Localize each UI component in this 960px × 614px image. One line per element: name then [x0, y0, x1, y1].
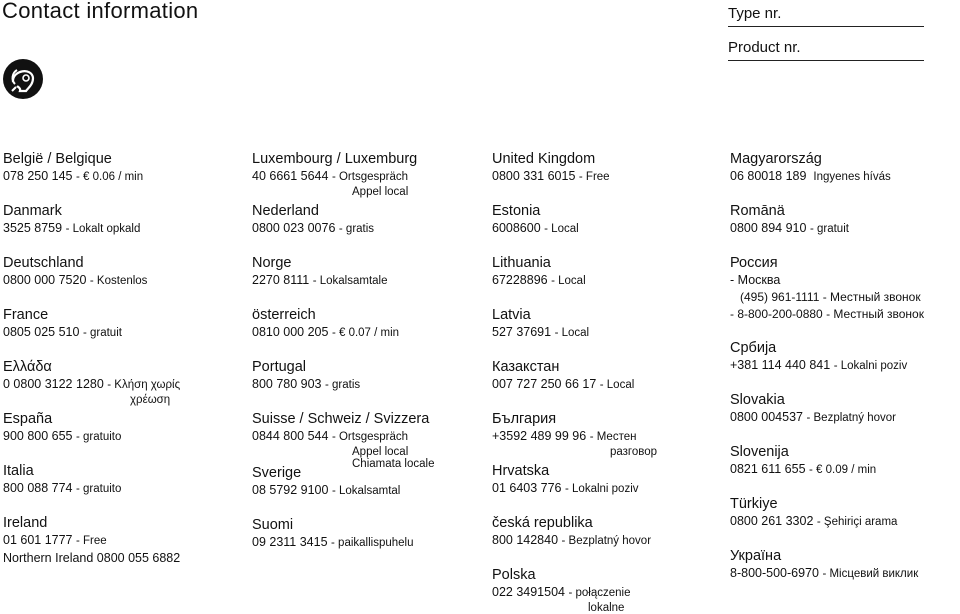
phone-number: 0800 331 6015 — [492, 169, 576, 183]
entry-norway — [252, 254, 434, 290]
country-name: Norge — [252, 255, 292, 271]
phone-number: 08 5792 9100 — [252, 483, 329, 497]
column-4 — [730, 150, 924, 583]
entry-poland — [492, 566, 657, 614]
phone-number: +381 114 440 841 — [730, 358, 831, 372]
call-note: - gratuit — [82, 327, 122, 339]
phone-number: 0821 611 655 — [730, 462, 806, 476]
phone-number: 800 142840 — [492, 533, 559, 547]
phone-number: 078 250 145 — [3, 169, 73, 183]
country-name: Србија — [730, 340, 777, 356]
phone-number: 0800 261 3302 — [730, 514, 814, 528]
country-name: česká republika — [492, 515, 593, 531]
call-note: - gratuit — [809, 223, 849, 235]
product-number-field[interactable] — [728, 39, 801, 56]
phone-number: 800 088 774 — [3, 481, 73, 495]
entry-france — [3, 306, 180, 342]
entry-hungary — [730, 150, 924, 186]
call-note: - Local — [554, 327, 590, 339]
column-1 — [3, 150, 180, 567]
phone-number: 67228896 — [492, 273, 548, 287]
entry-lithuania — [492, 254, 657, 290]
phone-number: 022 3491504 — [492, 585, 565, 599]
call-note: - paikallispuhelu — [331, 537, 414, 549]
entry-belgium — [3, 150, 180, 186]
entry-czech-republic — [492, 514, 657, 550]
call-note: - Kostenlos — [89, 275, 148, 287]
call-note: - Местен — [589, 431, 637, 443]
entry-romania — [730, 202, 924, 238]
call-note: - połączenie — [568, 587, 631, 599]
country-name: United Kingdom — [492, 151, 596, 167]
country-name: Suisse / Schweiz / Svizzera — [252, 411, 430, 427]
entry-russia — [730, 254, 924, 323]
call-note: - € 0.06 / min — [76, 171, 144, 183]
entry-slovakia — [730, 391, 924, 427]
entry-turkey — [730, 495, 924, 531]
country-name: Slovenija — [730, 444, 789, 460]
call-note: - Ortsgespräch — [331, 171, 409, 183]
call-note: - Free — [76, 535, 107, 547]
country-name: Polska — [492, 567, 536, 583]
phone-number: 06 80018 189 — [730, 169, 807, 183]
city-label: - Москва — [730, 273, 781, 287]
moscow-number-line: (495) 961-1111 - Местный звонок — [740, 290, 921, 304]
entry-bulgaria — [492, 410, 657, 458]
phone-number: 527 37691 — [492, 325, 552, 339]
type-number-line — [728, 26, 924, 27]
call-note: - gratis — [338, 223, 375, 235]
phone-number: 0800 023 0076 — [252, 221, 336, 235]
country-name: Россия — [730, 255, 778, 271]
call-note: - Lokalsamtal — [331, 485, 401, 497]
entry-greece — [3, 358, 180, 406]
call-note: - Ortsgespräch — [331, 431, 409, 443]
phone-number: 0844 800 544 — [252, 429, 329, 443]
entry-switzerland — [252, 410, 434, 470]
call-note: - € 0.07 / min — [331, 327, 400, 339]
country-name: Luxembourg / Luxemburg — [252, 151, 418, 167]
entry-serbia — [730, 339, 924, 375]
call-note: - Місцевий виклик — [822, 568, 919, 580]
call-note: - Lokalt opkald — [65, 223, 141, 235]
country-name: España — [3, 411, 53, 427]
country-name: Hrvatska — [492, 463, 550, 479]
phone-number: 0800 894 910 — [730, 221, 807, 235]
country-name: Sverige — [252, 465, 302, 481]
call-note: - Local — [599, 379, 635, 391]
phone-number: 2270 8111 — [252, 273, 310, 287]
call-note: - Bezplatný hovor — [561, 535, 652, 547]
phone-number: 007 727 250 66 17 — [492, 377, 597, 391]
country-name: Ελλάδα — [3, 359, 52, 375]
entry-ireland — [3, 514, 180, 567]
country-name: Україна — [730, 548, 782, 564]
country-name: österreich — [252, 307, 316, 323]
entry-croatia — [492, 462, 657, 498]
entry-ukraine — [730, 547, 924, 583]
call-note: - Lokalni poziv — [565, 483, 639, 495]
type-number-label: Type nr. — [728, 5, 782, 22]
entry-netherlands — [252, 202, 434, 238]
country-name: Danmark — [3, 203, 62, 219]
country-name: Estonia — [492, 203, 541, 219]
country-name: Romānä — [730, 203, 785, 219]
phone-number: 900 800 655 — [3, 429, 73, 443]
entry-austria — [252, 306, 434, 342]
country-name: Ireland — [3, 515, 48, 531]
country-name: Magyarország — [730, 151, 822, 167]
entry-germany — [3, 254, 180, 290]
entry-luxembourg — [252, 150, 434, 198]
call-note: - Free — [578, 171, 610, 183]
product-number-line — [728, 60, 924, 61]
toll-free-number-line: - 8-800-200-0880 - Местный звонок — [730, 307, 924, 321]
country-name: Suomi — [252, 517, 294, 533]
country-name: Lithuania — [492, 255, 551, 271]
call-note-continued: Chiamata locale — [352, 458, 435, 470]
entry-spain — [3, 410, 180, 446]
country-name: Nederland — [252, 203, 319, 219]
entry-italy — [3, 462, 180, 498]
call-note: - Bezplatný hovor — [806, 412, 896, 424]
call-note: - Şehiriçi arama — [816, 516, 898, 528]
call-note: - gratuito — [76, 483, 122, 495]
phone-number: 0805 025 510 — [3, 325, 80, 339]
phone-number: 01 6403 776 — [492, 481, 562, 495]
phone-number: 8-800-500-6970 — [730, 566, 819, 580]
phone-number: 09 2311 3415 — [252, 535, 328, 549]
phone-number: 6008600 — [492, 221, 541, 235]
call-note: - gratis — [325, 379, 361, 391]
phone-number: 40 6661 5644 — [252, 169, 329, 183]
call-note-continued: разговор — [610, 446, 658, 458]
customer-care-headset-icon — [2, 58, 44, 100]
type-number-field[interactable] — [728, 5, 781, 22]
entry-latvia — [492, 306, 657, 342]
call-note: - Κλήση χωρίς — [107, 379, 181, 391]
entry-slovenia — [730, 443, 924, 479]
country-name: Türkiye — [730, 496, 778, 512]
country-name: België / Belgique — [3, 151, 112, 167]
phone-number: 0800 004537 — [730, 410, 803, 424]
call-note-continued: χρέωση — [130, 394, 171, 406]
country-name: Portugal — [252, 359, 307, 375]
call-note: - Local — [551, 275, 586, 287]
country-name: Казакстан — [492, 359, 560, 375]
phone-number: 0810 000 205 — [252, 325, 329, 339]
phone-number: 01 601 1777 — [3, 533, 73, 547]
entry-finland — [252, 516, 434, 552]
phone-number: 800 780 903 — [252, 377, 322, 391]
call-note-continued: lokalne — [588, 602, 625, 614]
country-name: Deutschland — [3, 255, 84, 271]
call-note: - € 0.09 / min — [809, 464, 877, 476]
entry-estonia — [492, 202, 657, 238]
northern-ireland-line: Northern Ireland 0800 055 6882 — [3, 551, 181, 565]
call-note: - gratuito — [76, 431, 122, 443]
entry-portugal — [252, 358, 434, 394]
call-note: - Lokalni poziv — [833, 360, 908, 372]
country-name: България — [492, 411, 557, 427]
call-note-continued: Appel local — [352, 446, 409, 458]
country-name: Slovakia — [730, 392, 785, 408]
column-3 — [492, 150, 657, 614]
product-number-label: Product nr. — [728, 39, 801, 56]
call-note: Ingyenes hívás — [813, 171, 891, 183]
entry-kazakhstan — [492, 358, 657, 394]
page-title: Contact information — [2, 0, 199, 23]
entry-denmark — [3, 202, 180, 238]
country-name: France — [3, 307, 49, 323]
phone-number: +3592 489 99 96 — [492, 429, 587, 443]
call-note: - Lokalsamtale — [312, 275, 388, 287]
country-name: Italia — [3, 463, 34, 479]
phone-number: 0800 000 7520 — [3, 273, 87, 287]
entry-united-kingdom — [492, 150, 657, 186]
column-2 — [252, 150, 434, 552]
country-name: Latvia — [492, 307, 531, 323]
phone-number: 0 0800 3122 1280 — [3, 377, 104, 391]
call-note-continued: Appel local — [352, 186, 409, 198]
phone-number: 3525 8759 — [3, 221, 63, 235]
call-note: - Local — [544, 223, 579, 235]
